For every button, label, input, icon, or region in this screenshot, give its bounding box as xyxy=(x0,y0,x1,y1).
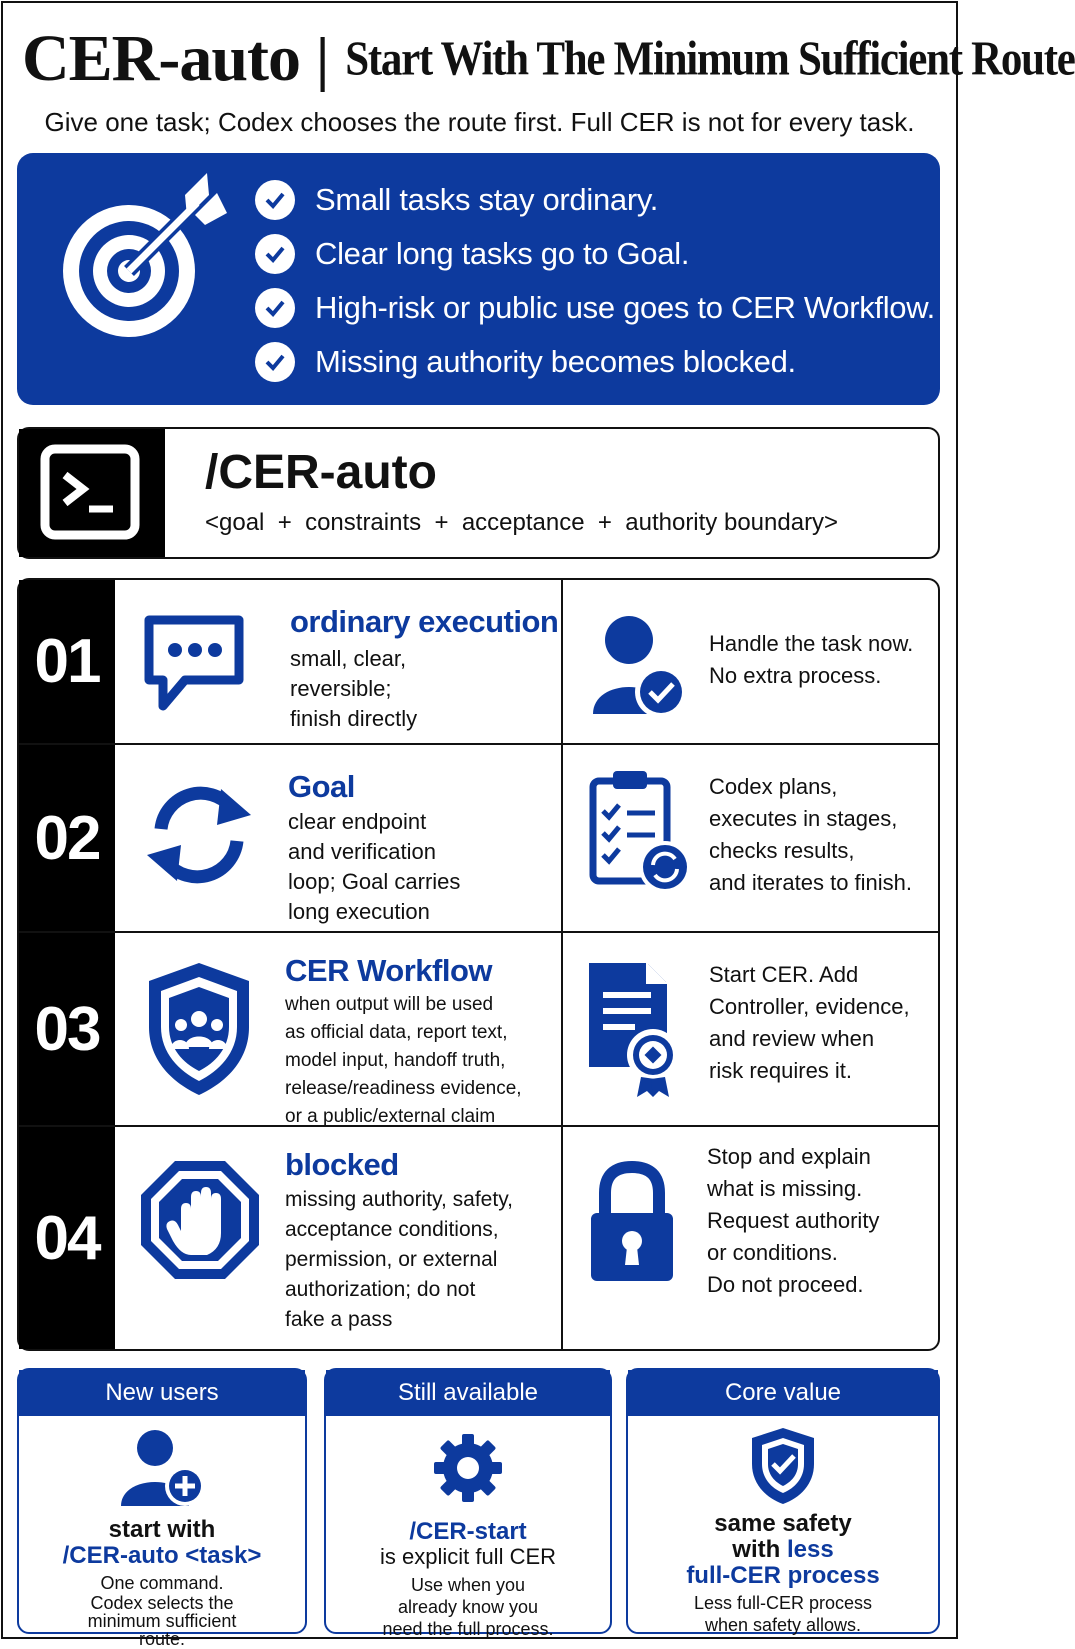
route-description: missing authority, safety, acceptance conditions, permission, or external authorization; do not fake a pass xyxy=(285,1188,513,1331)
route-action: Start CER. Add Controller, evidence, and review when risk requires it. xyxy=(709,962,910,1083)
rule-text: Small tasks stay ordinary. xyxy=(315,182,659,217)
card-line-1: same safety xyxy=(714,1510,852,1537)
rule-item xyxy=(255,173,935,227)
card-core-value xyxy=(626,1368,940,1634)
stop-hand-icon xyxy=(137,1157,263,1288)
check-circle-icon xyxy=(255,180,295,220)
card-still-available xyxy=(324,1368,612,1639)
user-check-icon xyxy=(589,610,689,725)
route-row-cer-workflow xyxy=(19,933,938,1127)
card-new-users xyxy=(17,1368,307,1649)
route-action: Stop and explain what is missing. Request authority or conditions. Do not proceed. xyxy=(707,1144,880,1297)
route-row-ordinary xyxy=(19,580,938,745)
page-subtitle-title: Start With The Minimum Sufficient Route xyxy=(345,32,1075,86)
route-number: 03 xyxy=(19,933,115,1125)
clipboard-checklist-icon xyxy=(585,767,695,902)
check-circle-icon xyxy=(255,234,295,274)
chat-bubble-icon xyxy=(139,608,249,723)
column-divider xyxy=(561,933,563,1125)
target-arrow-icon xyxy=(57,173,227,343)
rule-list xyxy=(255,173,935,389)
rules-panel xyxy=(17,153,940,405)
rule-text: Clear long tasks go to Goal. xyxy=(315,236,690,271)
title-row xyxy=(22,14,1075,104)
gear-icon xyxy=(326,1432,610,1504)
page-title: CER-auto xyxy=(22,22,301,95)
route-number: 02 xyxy=(19,745,115,931)
rule-item xyxy=(255,227,935,281)
check-circle-icon xyxy=(255,342,295,382)
shield-team-icon xyxy=(141,957,257,1106)
route-number: 04 xyxy=(19,1127,115,1349)
card-line-2: with less xyxy=(732,1536,834,1563)
terminal-icon xyxy=(19,429,165,557)
rule-item xyxy=(255,281,935,335)
route-name: blocked xyxy=(285,1147,399,1182)
rule-text: Missing authority becomes blocked. xyxy=(315,344,796,379)
padlock-icon xyxy=(587,1157,677,1292)
route-description: when output will be used as official data, report text, model input, handoff truth, release/readiness evidence, or a public/external claim xyxy=(285,994,522,1127)
card-note: Use when you already know you need the full process. xyxy=(382,1575,554,1639)
route-action: Codex plans, executes in stages, checks results, and iterates to finish. xyxy=(709,774,913,895)
card-note: One command. Codex selects the minimum sufficient route. xyxy=(87,1573,237,1649)
card-line-1: /CER-start xyxy=(409,1518,527,1545)
card-note: Less full-CER process when safety allows. xyxy=(693,1593,873,1635)
certificate-document-icon xyxy=(585,959,695,1104)
title-separator: | xyxy=(316,25,330,92)
card-line-1: start with xyxy=(108,1516,216,1543)
card-header: New users xyxy=(19,1370,305,1416)
route-description: small, clear, reversible; finish directly xyxy=(290,646,418,731)
command-args: <goal + constraints + acceptance + authority boundary> xyxy=(205,509,839,536)
route-row-blocked xyxy=(19,1127,938,1349)
add-user-icon xyxy=(19,1428,305,1508)
check-circle-icon xyxy=(255,288,295,328)
route-name: CER Workflow xyxy=(285,953,492,988)
route-description: clear endpoint and verification loop; Goal carries long execution xyxy=(288,809,461,924)
card-line-3: full-CER process xyxy=(686,1562,880,1589)
route-name: ordinary execution xyxy=(290,604,559,639)
column-divider xyxy=(561,580,563,743)
route-action: Handle the task now. No extra process. xyxy=(709,631,914,688)
command-name: /CER-auto xyxy=(205,446,437,499)
rule-text: High-risk or public use goes to CER Workflow. xyxy=(315,290,935,325)
route-row-goal xyxy=(19,745,938,933)
column-divider xyxy=(561,745,563,931)
command-box xyxy=(17,427,940,559)
route-name: Goal xyxy=(288,769,355,804)
shield-check-icon xyxy=(628,1426,938,1506)
card-header: Core value xyxy=(628,1370,938,1416)
card-header: Still available xyxy=(326,1370,610,1416)
tagline: Give one task; Codex chooses the route first. Full CER is not for every task. xyxy=(44,107,915,137)
route-number: 01 xyxy=(19,580,115,743)
route-table xyxy=(17,578,940,1351)
column-divider xyxy=(561,1127,563,1349)
refresh-cycle-icon xyxy=(139,775,259,900)
card-line-2: is explicit full CER xyxy=(379,1544,557,1569)
rule-item xyxy=(255,335,935,389)
card-line-2: /CER-auto <task> xyxy=(62,1542,262,1569)
